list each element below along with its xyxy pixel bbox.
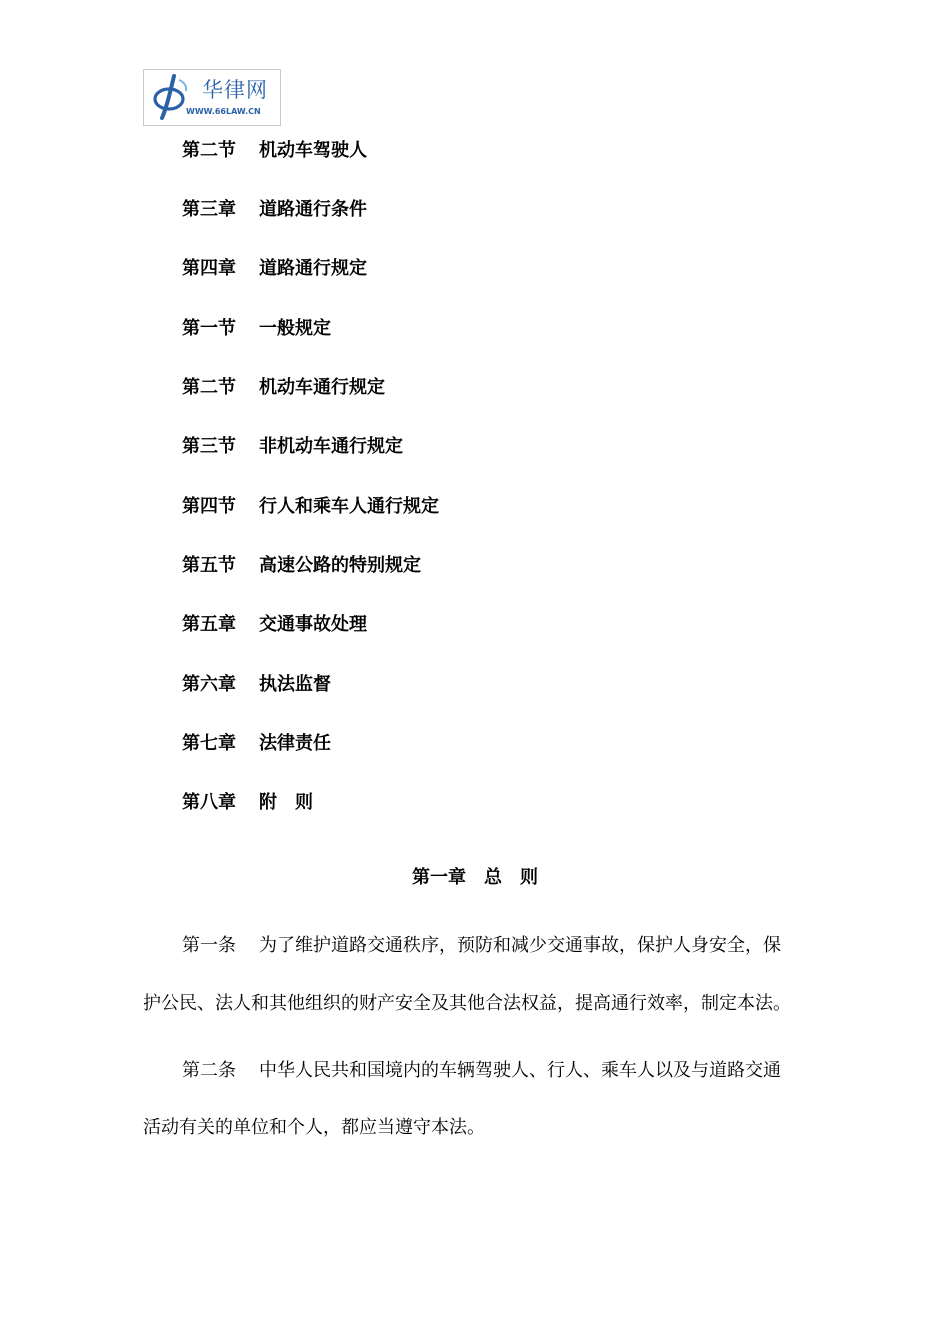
article-text: 为了维护道路交通秩序，预防和减少交通事故，保护人身安全，保 [259, 935, 781, 956]
toc-item [182, 436, 403, 458]
toc-item-number: 第四节 [182, 496, 236, 517]
toc-item-title: 行人和乘车人通行规定 [259, 496, 439, 517]
toc-item-title: 交通事故处理 [259, 614, 367, 635]
toc-item-title: 执法监督 [259, 674, 331, 695]
chapter-heading: 第一章 总 则 [412, 867, 538, 888]
toc-item-number: 第二节 [182, 377, 236, 398]
toc-item-number: 第六章 [182, 674, 236, 695]
article-number: 第二条 [182, 1060, 236, 1081]
article-first-line [182, 1060, 781, 1082]
toc-item-number: 第五章 [182, 614, 236, 635]
toc-item-number: 第五节 [182, 555, 236, 576]
toc-item-title: 机动车驾驶人 [259, 140, 367, 161]
toc-item-title: 非机动车通行规定 [259, 436, 403, 457]
site-logo [143, 69, 281, 126]
toc-item [182, 792, 313, 814]
toc-item-title: 机动车通行规定 [259, 377, 385, 398]
toc-item [182, 614, 367, 636]
toc-item [182, 140, 367, 162]
article-continuation-line: 护公民、法人和其他组织的财产安全及其他合法权益，提高通行效率，制定本法。 [143, 993, 791, 1014]
toc-item [182, 733, 331, 755]
toc-item [182, 555, 421, 577]
toc-item-number: 第三节 [182, 436, 236, 457]
article-first-line [182, 935, 781, 957]
toc-item-title: 一般规定 [259, 318, 331, 339]
article-number: 第一条 [182, 935, 236, 956]
toc-item [182, 674, 331, 696]
toc-item-title: 道路通行条件 [259, 199, 367, 220]
toc-item-title: 道路通行规定 [259, 258, 367, 279]
logo-url: WWW.66LAW.CN [186, 107, 261, 116]
toc-item [182, 318, 331, 340]
toc-item-number: 第二节 [182, 140, 236, 161]
toc-item-number: 第三章 [182, 199, 236, 220]
toc-item [182, 496, 439, 518]
toc-item-number: 第四章 [182, 258, 236, 279]
toc-item [182, 377, 385, 399]
article-continuation-line: 活动有关的单位和个人，都应当遵守本法。 [143, 1117, 485, 1138]
toc-item-title: 高速公路的特别规定 [259, 555, 421, 576]
logo-name: 华律网 [202, 78, 268, 102]
toc-item-title: 附 则 [259, 792, 313, 813]
article-text: 中华人民共和国境内的车辆驾驶人、行人、乘车人以及与道路交通 [259, 1060, 781, 1081]
toc-item-title: 法律责任 [259, 733, 331, 754]
toc-item [182, 258, 367, 280]
toc-item-number: 第一节 [182, 318, 236, 339]
toc-item-number: 第八章 [182, 792, 236, 813]
toc-item [182, 199, 367, 221]
toc-item-number: 第七章 [182, 733, 236, 754]
